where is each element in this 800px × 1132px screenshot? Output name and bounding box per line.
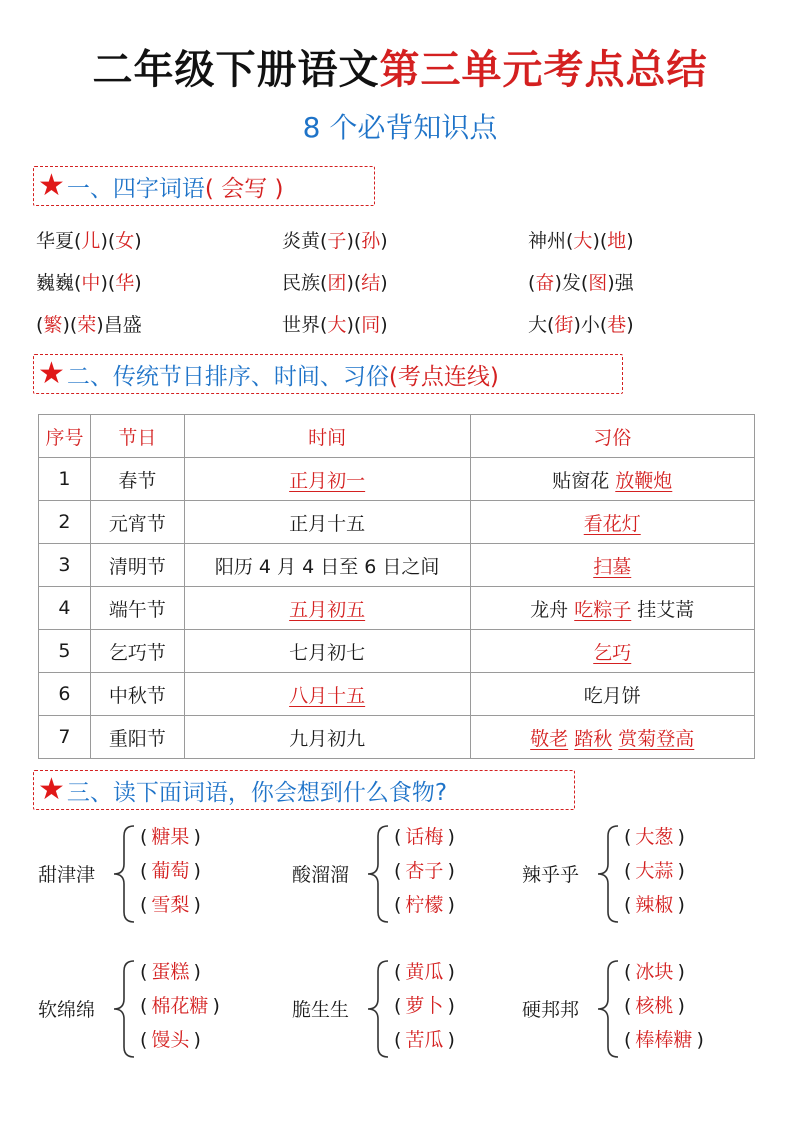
cell-no: 2	[39, 501, 91, 544]
col-header-festival: 节日	[90, 415, 184, 458]
food-item: ( 柠檬 )	[394, 894, 455, 916]
food-item: ( 葡萄 )	[140, 860, 201, 882]
col-header-time: 时间	[184, 415, 470, 458]
cell-time: 正月十五	[184, 501, 470, 544]
food-item: ( 核桃 )	[624, 995, 685, 1017]
cell-festival: 端午节	[90, 587, 184, 630]
idiom-row	[36, 260, 776, 302]
star-icon: ★	[38, 356, 65, 391]
food-item: ( 棒棒糖 )	[624, 1029, 704, 1051]
table-row	[39, 716, 755, 759]
section-3-title: 三、读下面词语，你会想到什么食物?	[66, 779, 448, 806]
cell-custom: 扫墓	[470, 544, 755, 587]
brace-icon	[596, 824, 618, 924]
food-items	[624, 955, 704, 1057]
food-word: 脆生生	[292, 999, 350, 1021]
cell-time: 正月初一	[184, 458, 470, 501]
page-title	[0, 38, 800, 95]
food-item: ( 棉花糖 )	[140, 995, 220, 1017]
food-item: ( 萝卜 )	[394, 995, 455, 1017]
brace-icon	[366, 959, 388, 1059]
idiom-item: 华夏(儿)(女)	[36, 229, 142, 252]
food-word: 辣乎乎	[522, 864, 580, 886]
cell-festival: 乞巧节	[90, 630, 184, 673]
idiom-item: 大(街)小(巷)	[528, 313, 634, 336]
idiom-grid	[36, 218, 776, 344]
cell-no: 6	[39, 673, 91, 716]
food-item: ( 话梅 )	[394, 826, 455, 848]
food-word: 甜津津	[38, 864, 96, 886]
section-3-header	[33, 770, 575, 810]
cell-festival: 清明节	[90, 544, 184, 587]
food-item: ( 苦瓜 )	[394, 1029, 455, 1051]
section-2-header	[33, 354, 623, 394]
cell-no: 4	[39, 587, 91, 630]
cell-time: 阳历 4 月 4 日至 6 日之间	[184, 544, 470, 587]
cell-custom: 乞巧	[470, 630, 755, 673]
food-item: ( 糖果 )	[140, 826, 201, 848]
brace-icon	[596, 959, 618, 1059]
food-item: ( 杏子 )	[394, 860, 455, 882]
food-items	[140, 820, 201, 922]
cell-time: 九月初九	[184, 716, 470, 759]
col-header-no: 序号	[39, 415, 91, 458]
food-word: 软绵绵	[38, 999, 96, 1021]
section-1-title: 一、四字词语( 会写 )	[66, 175, 284, 202]
food-group	[292, 955, 522, 1065]
cell-custom: 龙舟 吃粽子 挂艾蒿	[470, 587, 755, 630]
food-word: 硬邦邦	[522, 999, 580, 1021]
cell-custom: 吃月饼	[470, 673, 755, 716]
cell-custom: 看花灯	[470, 501, 755, 544]
table-row	[39, 587, 755, 630]
food-item: ( 大蒜 )	[624, 860, 685, 882]
food-items	[394, 955, 455, 1057]
food-item: ( 辣椒 )	[624, 894, 685, 916]
table-header-row	[39, 415, 755, 458]
food-word: 酸溜溜	[292, 864, 350, 886]
food-group	[38, 955, 268, 1065]
cell-no: 3	[39, 544, 91, 587]
page-subtitle: 8 个必背知识点	[302, 111, 498, 144]
food-item: ( 蛋糕 )	[140, 961, 201, 983]
food-group	[38, 820, 268, 930]
title-black: 二年级下册语文	[92, 47, 380, 93]
brace-icon	[366, 824, 388, 924]
title-red: 第三单元考点总结	[379, 47, 708, 93]
idiom-row	[36, 302, 776, 344]
cell-festival: 中秋节	[90, 673, 184, 716]
cell-custom: 敬老 踏秋 赏菊登高	[470, 716, 755, 759]
cell-time: 五月初五	[184, 587, 470, 630]
idiom-row	[36, 218, 776, 260]
food-item: ( 大葱 )	[624, 826, 685, 848]
cell-time: 八月十五	[184, 673, 470, 716]
cell-festival: 重阳节	[90, 716, 184, 759]
food-items	[624, 820, 685, 922]
food-group	[522, 955, 752, 1065]
food-item: ( 馒头 )	[140, 1029, 201, 1051]
table-row	[39, 673, 755, 716]
table-row	[39, 501, 755, 544]
table-row	[39, 630, 755, 673]
cell-no: 7	[39, 716, 91, 759]
star-icon: ★	[38, 168, 65, 203]
star-icon: ★	[38, 772, 65, 807]
idiom-item: 炎黄(子)(孙)	[282, 229, 388, 252]
food-items	[140, 955, 220, 1057]
brace-icon	[112, 959, 134, 1059]
brace-icon	[112, 824, 134, 924]
food-group	[292, 820, 522, 930]
food-group	[522, 820, 752, 930]
idiom-item: 世界(大)(同)	[282, 313, 388, 336]
idiom-item: 巍巍(中)(华)	[36, 271, 142, 294]
cell-no: 1	[39, 458, 91, 501]
table-row	[39, 544, 755, 587]
table-row	[39, 458, 755, 501]
cell-time: 七月初七	[184, 630, 470, 673]
cell-no: 5	[39, 630, 91, 673]
cell-custom: 贴窗花 放鞭炮	[470, 458, 755, 501]
idiom-item: (奋)发(图)强	[528, 271, 634, 294]
idiom-item: (繁)(荣)昌盛	[36, 313, 142, 336]
food-item: ( 冰块 )	[624, 961, 685, 983]
section-2-title: 二、传统节日排序、时间、习俗(考点连线)	[66, 363, 499, 390]
food-items	[394, 820, 455, 922]
food-item: ( 黄瓜 )	[394, 961, 455, 983]
idiom-item: 民族(团)(结)	[282, 271, 388, 294]
section-1-header	[33, 166, 375, 206]
col-header-custom: 习俗	[470, 415, 755, 458]
cell-festival: 春节	[90, 458, 184, 501]
festival-table	[38, 414, 755, 759]
idiom-item: 神州(大)(地)	[528, 229, 634, 252]
food-item: ( 雪梨 )	[140, 894, 201, 916]
cell-festival: 元宵节	[90, 501, 184, 544]
